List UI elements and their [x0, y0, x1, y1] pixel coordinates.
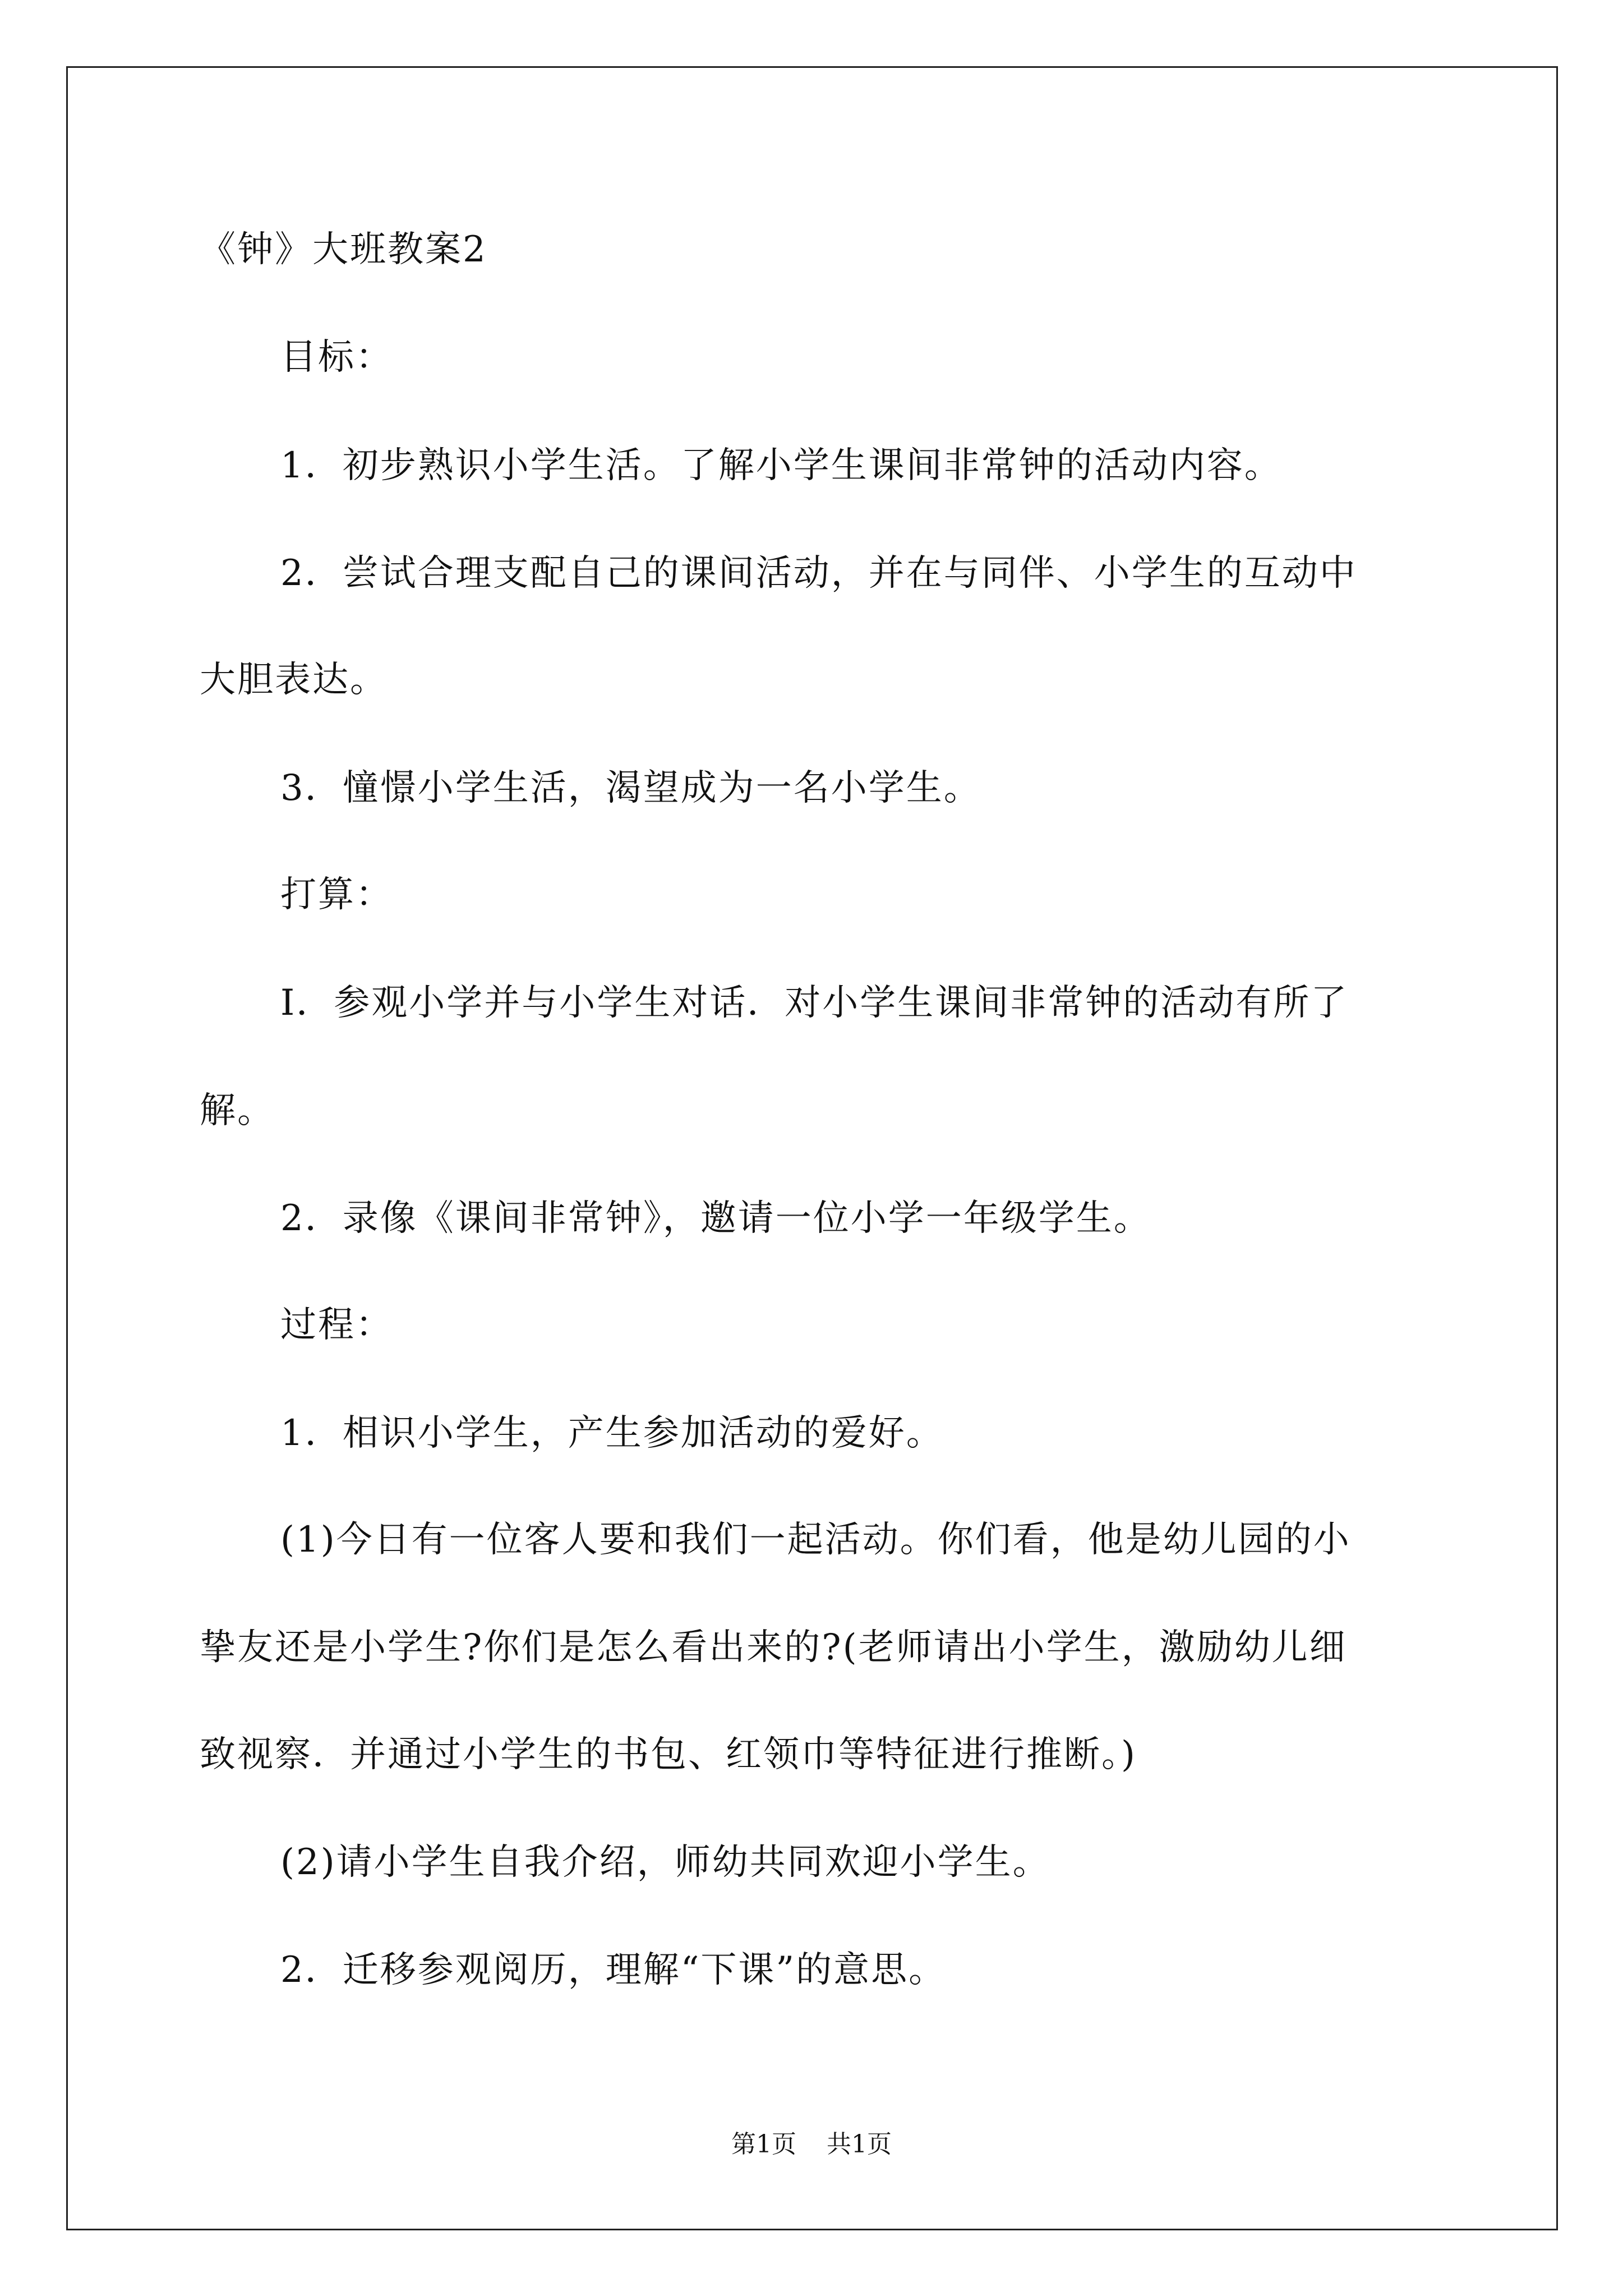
paragraph-line: (2)请小学生自我介绍，师幼共同欢迎小学生。: [280, 1842, 1050, 1883]
paragraph-line: 1．相识小学生，产生参加活动的爱好。: [280, 1412, 944, 1454]
paragraph-line: 解。: [200, 1090, 275, 1131]
paragraph-line: (1)今日有一位客人要和我们一起活动。你们看，他是幼儿园的小: [280, 1519, 1351, 1561]
page-number: 第1页: [731, 2130, 796, 2159]
heading-goals: 目标：: [280, 337, 393, 378]
paragraph-line: 2．迁移参观阅历，理解“下课”的意思。: [280, 1949, 947, 1991]
total-pages: 共1页: [827, 2130, 892, 2159]
paragraph-line: 2．尝试合理支配自己的课间活动，并在与同伴、小学生的互动中: [280, 553, 1357, 594]
paragraph-line: 3．憧憬小学生活，渴望成为一名小学生。: [280, 767, 981, 809]
paragraph-line: 大胆表达。: [200, 659, 388, 701]
document-title: 《钟》大班教案2: [200, 229, 487, 270]
paragraph-line: 1．初步熟识小学生活。了解小学生课间非常钟的活动内容。: [280, 445, 1282, 486]
page-footer: [0, 2129, 1623, 2160]
paragraph-line: 致视察．并通过小学生的书包、红领巾等特征进行推断。): [200, 1734, 1137, 1775]
heading-process: 过程：: [280, 1304, 393, 1346]
paragraph-line: 挚友还是小学生?你们是怎么看出来的?(老师请出小学生，激励幼儿细: [200, 1627, 1347, 1668]
paragraph-line: I．参观小学并与小学生对话．对小学生课间非常钟的活动有所了: [280, 982, 1349, 1024]
paragraph-line: 2．录像《课间非常钟》，邀请一位小学一年级学生。: [280, 1198, 1151, 1239]
heading-preparation: 打算：: [280, 874, 393, 915]
page-border: [66, 66, 1558, 2230]
